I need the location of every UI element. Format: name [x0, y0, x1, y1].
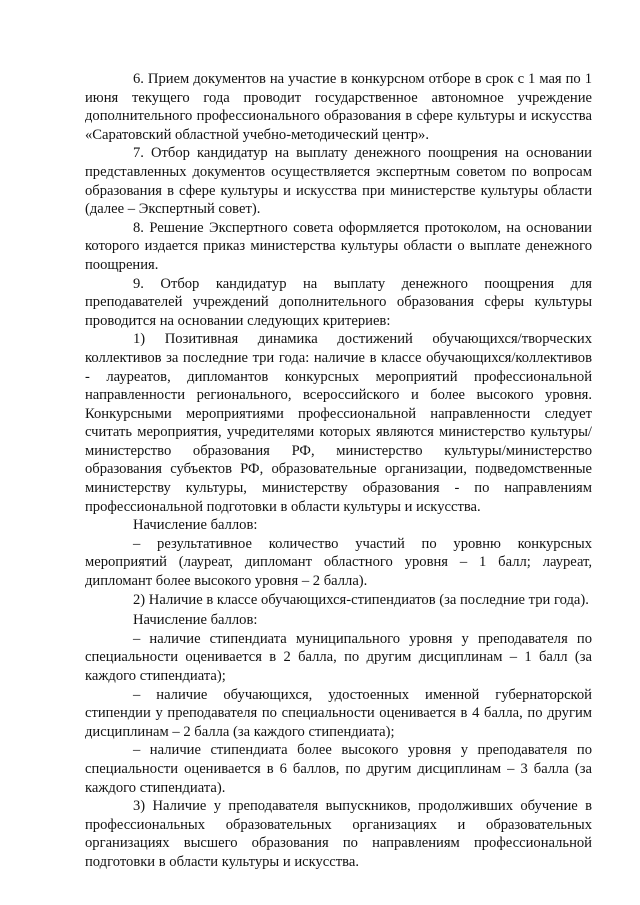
- criterion-1: 1) Позитивная динамика достижений обучающихся/творческих коллективов за последние три года: наличие в классе обучающихся/коллективов - лауреатов, дипломантов конкурсных мероприятий профессиональной направленности регионального, всероссийского и более высокого уровня. Конкурсными мероприятиями профессиональной направленности следует считать мероприятия, учредителями которых являются министерство культуры/министерство образования РФ, министерство культуры/министерство образования субъектов РФ, образовательные организации, подведомственные министерству культуры, министерству образования - по направлениям профессиональной подготовки в области культуры и искусства.: [85, 331, 592, 515]
- paragraph-7: 7. Отбор кандидатур на выплату денежного поощрения на основании представленных документов осуществляется экспертным советом по вопросам образования в сфере культуры и искусства при министерстве культуры области (далее – Экспертный совет).: [85, 145, 592, 218]
- scoring-heading-1: Начисление баллов:: [133, 517, 258, 534]
- paragraph-9: 9. Отбор кандидатур на выплату денежного поощрения для преподавателей учреждений дополнительного образования сферы культуры проводится на основании следующих критериев:: [85, 275, 592, 329]
- criterion-3: 3) Наличие у преподавателя выпускников, продолживших обучение в профессиональных образовательных организациях и образовательных организациях высшего образования по направлениям профессиональной подготовки в области культуры и искусства.: [85, 798, 592, 870]
- scoring-item-2a: – наличие стипендиата муниципального уровня у преподавателя по специальности оценивается в 2 балла, по другим дисциплинам – 1 балл (за каждого стипендиата);: [85, 630, 592, 684]
- paragraph-6: 6. Прием документов на участие в конкурсном отборе в срок с 1 мая по 1 июня текущего года проводит государственное автономное учреждение дополнительного профессионального образования в сфере культуры и искусства «Саратовский областной учебно-методический центр».: [85, 71, 592, 143]
- scoring-item-2b: – наличие обучающихся, удостоенных именной губернаторской стипендии у преподавателя по специальности оценивается в 4 балла, по другим дисциплинам – 2 балла (за каждого стипендиата);: [85, 686, 592, 740]
- scoring-heading-2: Начисление баллов:: [133, 612, 258, 629]
- document-page: [85, 70, 592, 872]
- paragraph-8: 8. Решение Экспертного совета оформляется протоколом, на основании которого издается приказ министерства культуры области о выплате денежного поощрения.: [85, 219, 592, 273]
- scoring-item-1: – результативное количество участий по уровню конкурсных мероприятий (лауреат, дипломант областного уровня – 1 балл; лауреат, дипломант более высокого уровня – 2 балла).: [85, 535, 592, 590]
- criterion-2: 2) Наличие в классе обучающихся-стипендиатов (за последние три года).: [133, 591, 589, 608]
- scoring-item-2c: – наличие стипендиата более высокого уровня у преподавателя по специальности оценивается в 6 баллов, по другим дисциплинам – 3 балла (за каждого стипендиата).: [85, 742, 592, 796]
